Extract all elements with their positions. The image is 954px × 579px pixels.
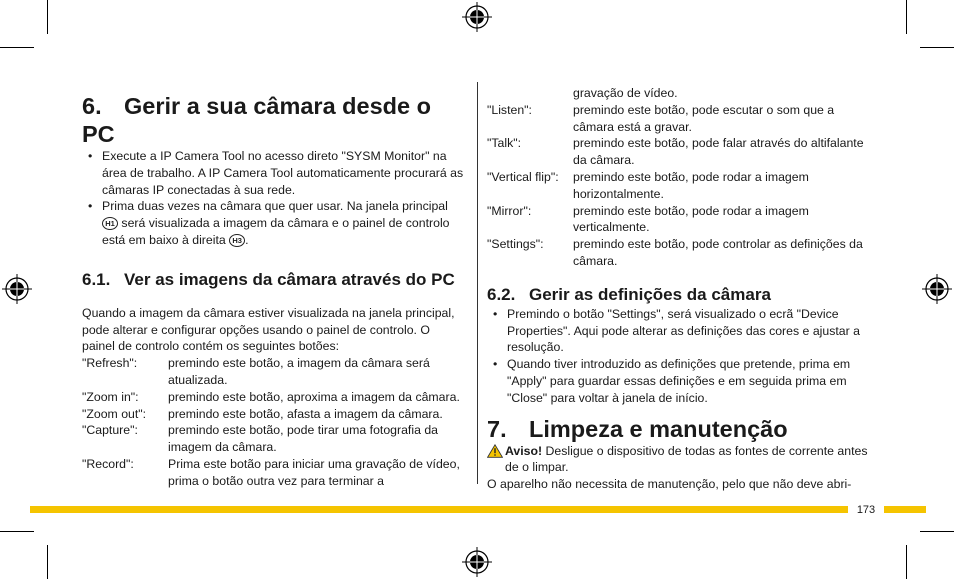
crop-mark [47,545,48,579]
button-row [487,102,871,136]
button-key: "Settings": [487,237,544,252]
section-7-heading [487,415,871,443]
right-column [487,85,871,493]
button-row [487,236,871,270]
page-number: 173 [856,504,876,516]
registration-mark-icon [462,2,492,32]
section-number: 6.2. [487,284,516,304]
bullet-text: . [245,232,249,247]
registration-mark-icon [2,274,32,304]
button-desc: premindo este botão, pode escutar o som que a câmara está a gravar. [573,102,835,134]
button-key: "Zoom out": [82,406,147,421]
warning-text: Desligue o dispositivo de todas as fontes de corrente antes de o limpar. [505,443,868,475]
bullet-text: será visualizada a imagem da câmara e o painel de controlo está em baixo à direita [102,216,450,247]
button-row [487,169,871,203]
button-row [82,389,466,406]
section-title: Gerir as definições da câmara [529,284,771,304]
crop-mark [906,0,907,34]
button-desc: Prima este botão para iniciar uma gravação de vídeo, prima o botão outra vez para terminar a [168,456,460,488]
bullet-item [487,306,871,356]
button-desc: premindo este botão, aproxima a imagem da câmara. [168,389,460,404]
bullet-text: Quando tiver introduzido as definições que pretende, prima em "Apply" para guardar essas definições e em seguida prima em "Close" para voltar à janela de início. [507,357,851,405]
button-key: "Listen": [487,102,532,117]
button-row [487,85,871,102]
footer-bar [30,506,848,513]
crop-mark [920,47,954,48]
h3-marker: H3 [229,234,245,247]
h1-marker: H1 [102,217,118,230]
button-desc: premindo este botão, pode rodar a imagem horizontalmente. [573,169,809,201]
button-key: "Talk": [487,136,522,151]
button-row [82,406,466,423]
button-desc: premindo este botão, pode tirar uma fotografia da imagem da câmara. [168,423,439,455]
section-title: Gerir a sua câmara desde o PC [82,93,431,147]
section-6-1-heading [82,269,466,291]
button-row [487,135,871,169]
warning-paragraph [487,443,871,477]
button-key: "Refresh": [82,356,138,371]
bullet-text: Premindo o botão "Settings", será visualizado o ecrã "Device Properties". Aqui pode alterar as definições das cores e ajustar a resolução. [507,306,860,355]
registration-mark-icon [462,547,492,577]
body-paragraph: O aparelho não necessita de manutenção, pelo que não deve abri- [487,477,852,492]
bullet-item [82,148,466,198]
section-6-2-heading [487,284,871,306]
button-key: "Zoom in": [82,389,139,404]
bullet-text: Prima duas vezes na câmara que quer usar. Na janela principal [102,199,448,214]
button-key: "Mirror": [487,203,532,218]
footer-bar [884,506,926,513]
button-row [82,422,466,456]
button-desc: premindo este botão, a imagem da câmara será atualizada. [168,356,430,387]
crop-mark [920,531,954,532]
button-key: "Vertical flip": [487,169,559,184]
button-row [82,355,466,389]
intro-paragraph: Quando a imagem da câmara estiver visualizada na janela principal, pode alterar e configurar opções usando o painel de controlo. O painel de controlo contém os seguintes botões: [82,305,455,354]
section-6-heading [82,92,466,148]
registration-mark-icon [922,274,952,304]
section-title: Limpeza e manutenção [529,415,788,442]
warning-triangle-icon [487,444,503,458]
left-column [82,92,466,490]
continuation-text: gravação de vídeo. [573,86,678,100]
crop-mark [906,545,907,579]
bullet-item [82,198,466,248]
button-key: "Record": [82,456,134,471]
bullet-text: Execute a IP Camera Tool no acesso direto "SYSM Monitor" na área de trabalho. A IP Camera Tool automaticamente procurará as câmaras IP conectadas à sua rede. [102,149,464,197]
button-row [487,203,871,237]
button-desc: premindo este botão, pode rodar a imagem verticalmente. [573,203,809,235]
crop-mark [0,531,34,532]
button-desc: premindo este botão, pode controlar as definições da câmara. [573,237,863,268]
crop-mark [47,0,48,34]
crop-mark [0,47,34,48]
section-number: 6.1. [82,269,111,289]
button-desc: premindo este botão, afasta a imagem da câmara. [168,406,443,421]
section-title: Ver as imagens da câmara através do PC [124,269,455,289]
button-row [82,456,466,490]
section-number: 7. [487,415,507,442]
warning-label: Aviso! [505,443,543,458]
section-number: 6. [82,93,102,119]
bullet-item [487,356,871,406]
button-desc: premindo este botão, pode falar através do altifalante da câmara. [573,136,864,168]
button-key: "Capture": [82,423,138,438]
column-divider [477,82,478,484]
